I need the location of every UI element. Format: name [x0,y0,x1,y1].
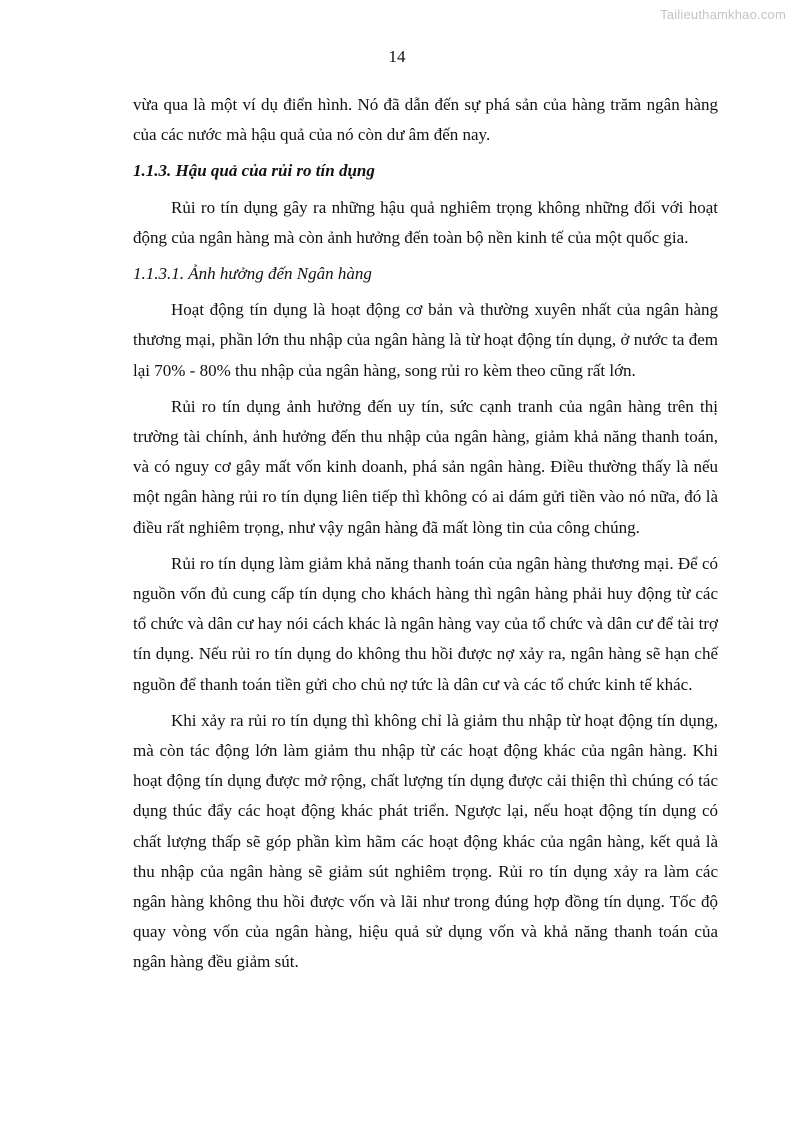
body-paragraph: Rủi ro tín dụng làm giảm khả năng thanh toán của ngân hàng thương mại. Để có nguồn vốn đủ cung cấp tín dụng cho khách hàng thì ngân hàng phải huy động từ các tổ chức và dân cư hay nói cách khác là ngân hàng vay của tổ chức và dân cư để tài trợ tín dụng. Nếu rủi ro tín dụng do không thu hồi được nợ xảy ra, ngân hàng sẽ hạn chế nguồn để thanh toán tiền gửi cho chủ nợ tức là dân cư và các tổ chức kinh tế khác. [133,553,718,694]
subsection-heading: 1.1.3.1. Ảnh hưởng đến Ngân hàng [133,264,372,284]
watermark: Tailieuthamkhao.com [660,7,786,22]
body-paragraph: Khi xảy ra rủi ro tín dụng thì không chỉ là giảm thu nhập từ hoạt động tín dụng, mà còn tác động lớn làm giảm thu nhập từ các hoạt động khác của ngân hàng. Khi hoạt động tín dụng được mở rộng, chất lượng tín dụng được cải thiện thì chúng có tác dụng thúc đẩy các hoạt động khác phát triển. Ngược lại, nếu hoạt động tín dụng có chất lượng thấp sẽ góp phần kìm hãm các hoạt động khác của ngân hàng, kết quả là thu nhập của ngân hàng sẽ giảm sút nghiêm trọng. Rủi ro tín dụng xảy ra làm các ngân hàng không thu hồi được vốn và lãi như trong đúng hợp đồng tín dụng. Tốc độ quay vòng vốn của ngân hàng, hiệu quả sử dụng vốn và khả năng thanh toán của ngân hàng đều giảm sút. [133,710,718,972]
body-paragraph: Rủi ro tín dụng ảnh hưởng đến uy tín, sức cạnh tranh của ngân hàng trên thị trường tài chính, ảnh hưởng đến thu nhập của ngân hàng, giảm khả năng thanh toán, và có nguy cơ gây mất vốn kinh doanh, phá sản ngân hàng. Điều thường thấy là nếu một ngân hàng rủi ro tín dụng liên tiếp thì không có ai dám gửi tiền vào nó nữa, đó là điều rất nghiêm trọng, như vậy ngân hàng đã mất lòng tin của công chúng. [133,396,718,537]
section-intro-paragraph: Rủi ro tín dụng gây ra những hậu quả nghiêm trọng không những đối với hoạt động của ngân hàng mà còn ảnh hưởng đến toàn bộ nền kinh tế của một quốc gia. [133,197,718,247]
body-paragraph: Hoạt động tín dụng là hoạt động cơ bản và thường xuyên nhất của ngân hàng thương mại, phần lớn thu nhập của ngân hàng là từ hoạt động tín dụng, ở nước ta đem lại 70% - 80% thu nhập của ngân hàng, song rủi ro kèm theo cũng rất lớn. [133,300,718,380]
page-number: 14 [388,47,406,66]
continuation-paragraph: vừa qua là một ví dụ điển hình. Nó đã dẫn đến sự phá sản của hàng trăm ngân hàng của các nước mà hậu quả của nó còn dư âm đến nay. [133,95,718,145]
section-heading: 1.1.3. Hậu quả của rủi ro tín dụng [133,161,375,181]
document-body [133,90,718,984]
